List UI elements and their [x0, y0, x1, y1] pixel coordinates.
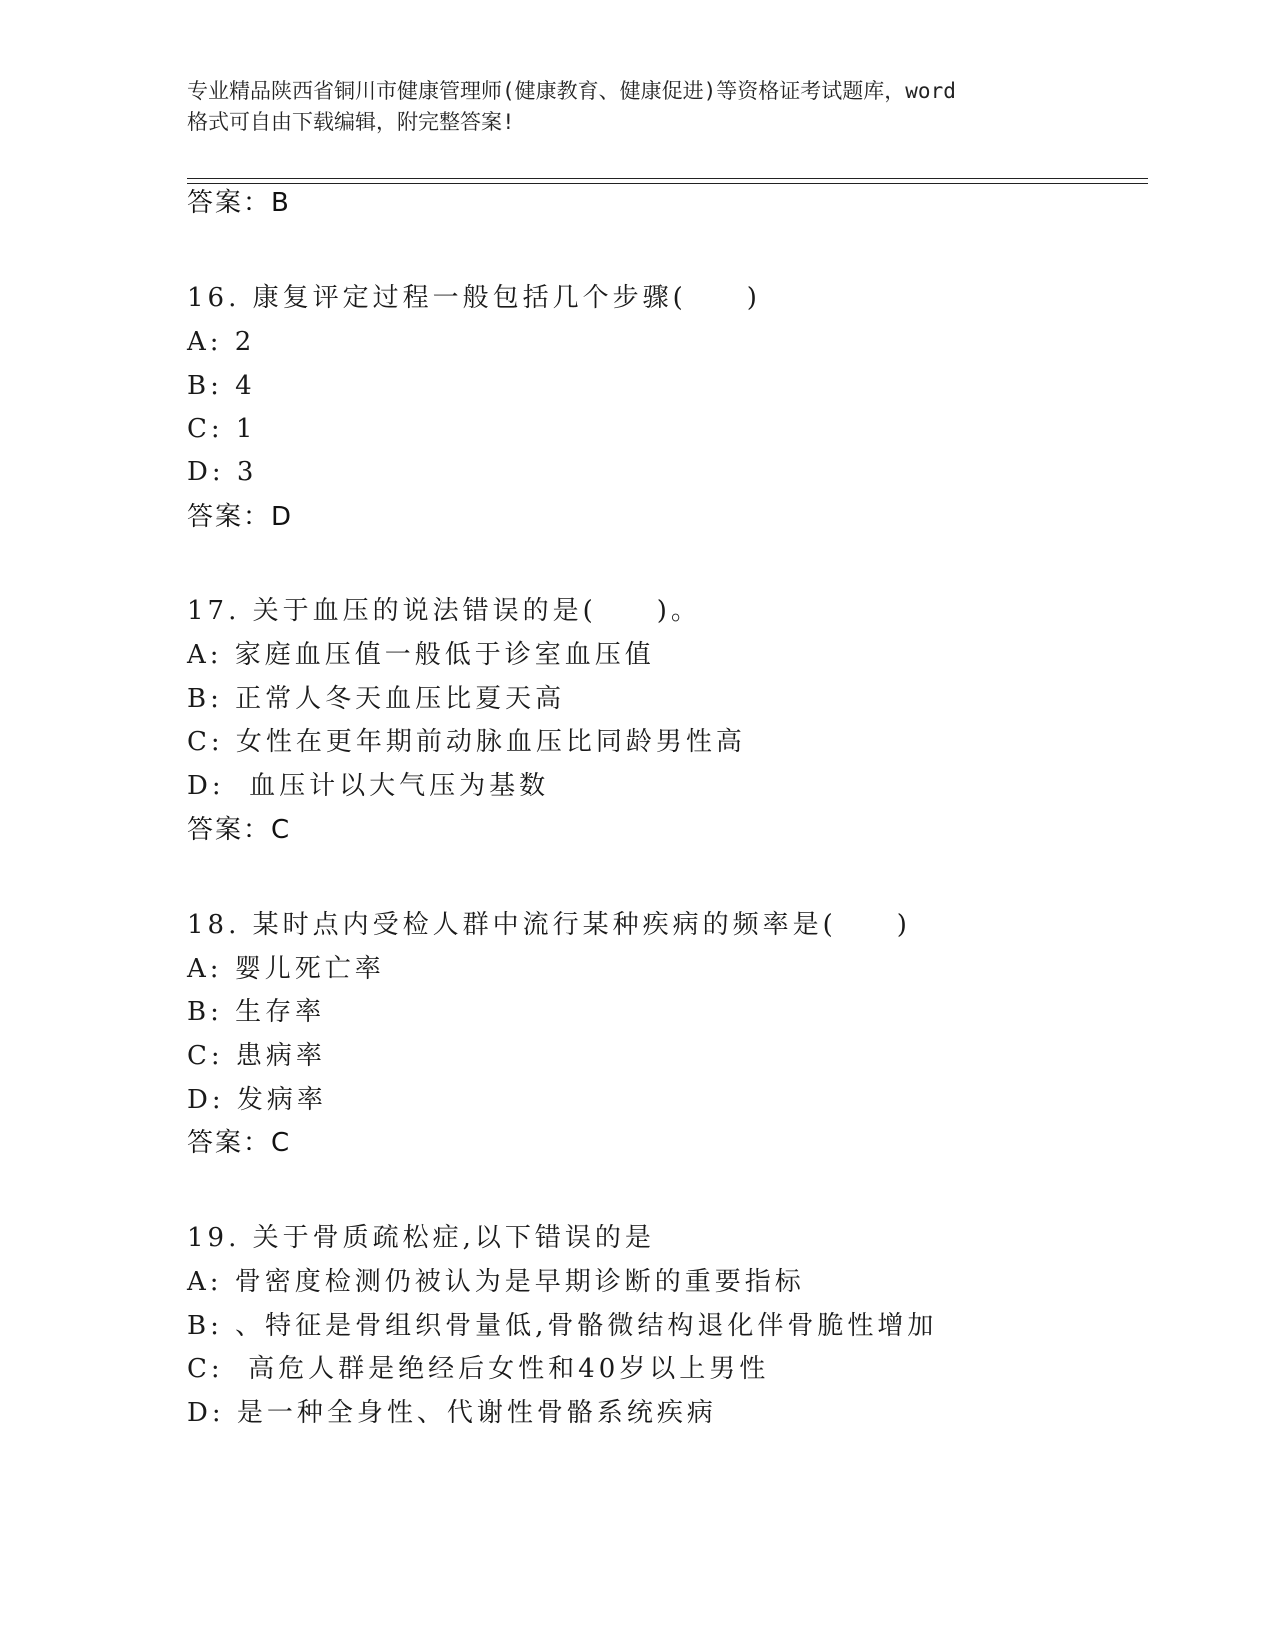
question-19-stem: 19. 关于骨质疏松症,以下错误的是 — [187, 1223, 655, 1253]
question-16-option-c: C: 1 — [187, 414, 257, 444]
question-17-option-a: A: 家庭血压值一般低于诊室血压值 — [187, 640, 655, 670]
question-16-answer: 答案：D — [187, 502, 294, 532]
question-18-answer: 答案：C — [187, 1128, 292, 1158]
question-19-option-b: B: 、特征是骨组织骨量低,骨骼微结构退化伴骨脆性增加 — [187, 1311, 938, 1341]
question-16-option-a: A: 2 — [187, 327, 256, 357]
question-17-stem: 17. 关于血压的说法错误的是( )。 — [187, 596, 701, 626]
question-18-option-b: B: 生存率 — [187, 997, 326, 1027]
header-line-1: 专业精品陕西省铜川市健康管理师(健康教育、健康促进)等资格证考试题库，word — [187, 79, 956, 103]
previous-answer: 答案：B — [187, 188, 291, 218]
question-17-option-b: B: 正常人冬天血压比夏天高 — [187, 684, 566, 714]
question-16-stem: 16. 康复评定过程一般包括几个步骤( ) — [187, 283, 761, 313]
question-18-option-d: D: 发病率 — [187, 1085, 327, 1115]
question-19-option-c: C: 高危人群是绝经后女性和40岁以上男性 — [187, 1354, 770, 1384]
question-19-option-d: D: 是一种全身性、代谢性骨骼系统疾病 — [187, 1398, 717, 1428]
document-header — [187, 76, 1087, 138]
header-line-2: 格式可自由下载编辑，附完整答案! — [187, 110, 515, 134]
question-18-stem: 18. 某时点内受检人群中流行某种疾病的频率是( ) — [187, 910, 911, 940]
question-16-option-b: B: 4 — [187, 371, 256, 401]
question-17-answer: 答案：C — [187, 815, 292, 845]
question-16-option-d: D: 3 — [187, 457, 258, 487]
header-divider-bottom — [187, 183, 1148, 184]
question-18-option-a: A: 婴儿死亡率 — [187, 954, 385, 984]
question-17-option-d: D: 血压计以大气压为基数 — [187, 771, 550, 801]
header-divider-top — [187, 178, 1148, 179]
question-17-option-c: C: 女性在更年期前动脉血压比同龄男性高 — [187, 727, 746, 757]
question-19-option-a: A: 骨密度检测仍被认为是早期诊断的重要指标 — [187, 1267, 805, 1297]
question-18-option-c: C: 患病率 — [187, 1041, 326, 1071]
